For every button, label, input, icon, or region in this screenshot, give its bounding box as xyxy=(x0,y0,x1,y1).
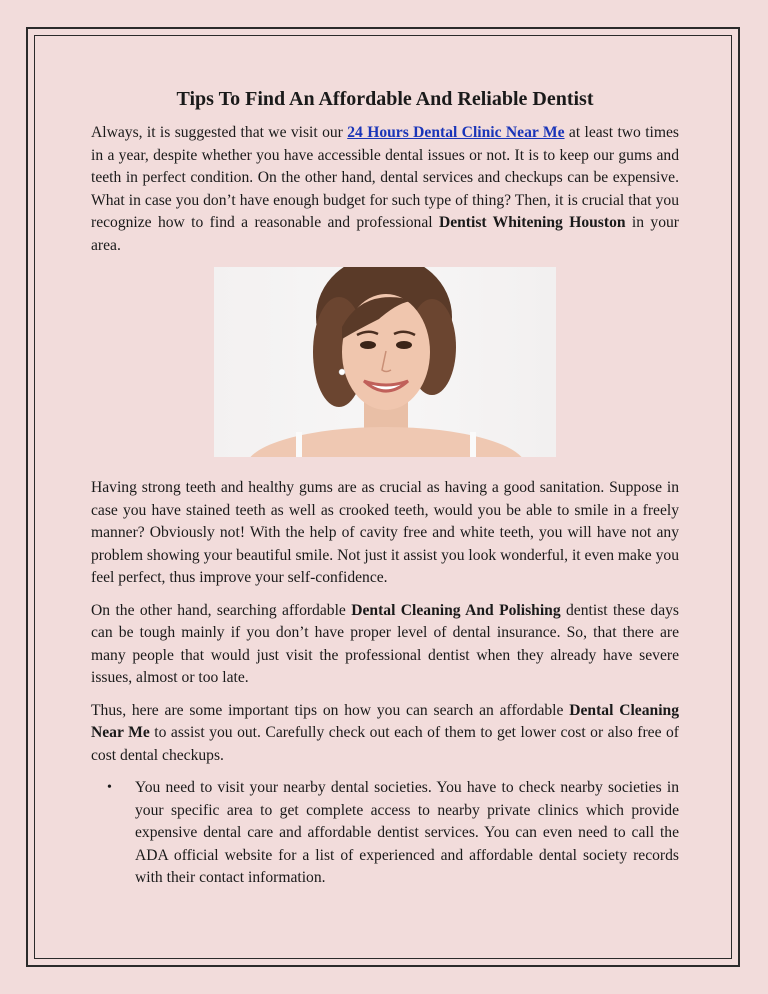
smiling-woman-photo xyxy=(214,267,556,457)
dental-clinic-link[interactable]: 24 Hours Dental Clinic Near Me xyxy=(347,124,565,141)
paragraph-strong-teeth: Having strong teeth and healthy gums are as crucial as having a good sanitation. Suppose in case you have stained teeth as well as crooked teeth, would you be able to smile in a freely manner? Obviously not! With the help of cavity free and white teeth, you will have not any problem showing your beautiful smile. Not just it assist you look wonderful, it even make you feel perfect, thus improve your self-confidence. xyxy=(91,479,679,586)
document-title: Tips To Find An Affordable And Reliable Dentist xyxy=(176,88,594,110)
document-body xyxy=(91,86,679,890)
paragraph-tips-intro: Thus, here are some important tips on how you can search an affordable Dental Cleaning Near Me to assist you out. Carefully check out each of them to get lower cost or also free of cost dental checkups. xyxy=(91,701,679,764)
keyword-dental-cleaning-polishing: Dental Cleaning And Polishing xyxy=(351,601,561,619)
list-item: • You need to visit your nearby dental societies. You have to check nearby societies in your specific area to get complete access to nearby private clinics which provide expensive dental care and affordable dentist services. You can even need to call the ADA official website for a list of experienced and affordable dental society records with their contact information. xyxy=(107,779,679,886)
tips-list xyxy=(91,777,679,890)
intro-paragraph: Always, it is suggested that we visit our 24 Hours Dental Clinic Near Me at least two times in a year, despite whether you have accessible dental issues or not. It is to keep our gums and teeth in perfect condition. On the other hand, dental services and checkups can be expensive. What in case you don’t have enough budget for such type of thing? Then, it is crucial that you recognize how to find a reasonable and professional Dentist Whitening Houston in your area. xyxy=(91,124,679,254)
paragraph-affordable-search: On the other hand, searching affordable Dental Cleaning And Polishing dentist these days can be tough mainly if you don’t have proper level of dental insurance. So, that there are many people that would just visit the professional dentist when they already have severe issues, almost or too late. xyxy=(91,601,679,686)
keyword-dental-cleaning-near-me: Dental Cleaning Near Me xyxy=(91,701,679,741)
bullet-icon: • xyxy=(107,780,112,795)
keyword-dentist-whitening: Dentist Whitening Houston xyxy=(438,214,626,231)
